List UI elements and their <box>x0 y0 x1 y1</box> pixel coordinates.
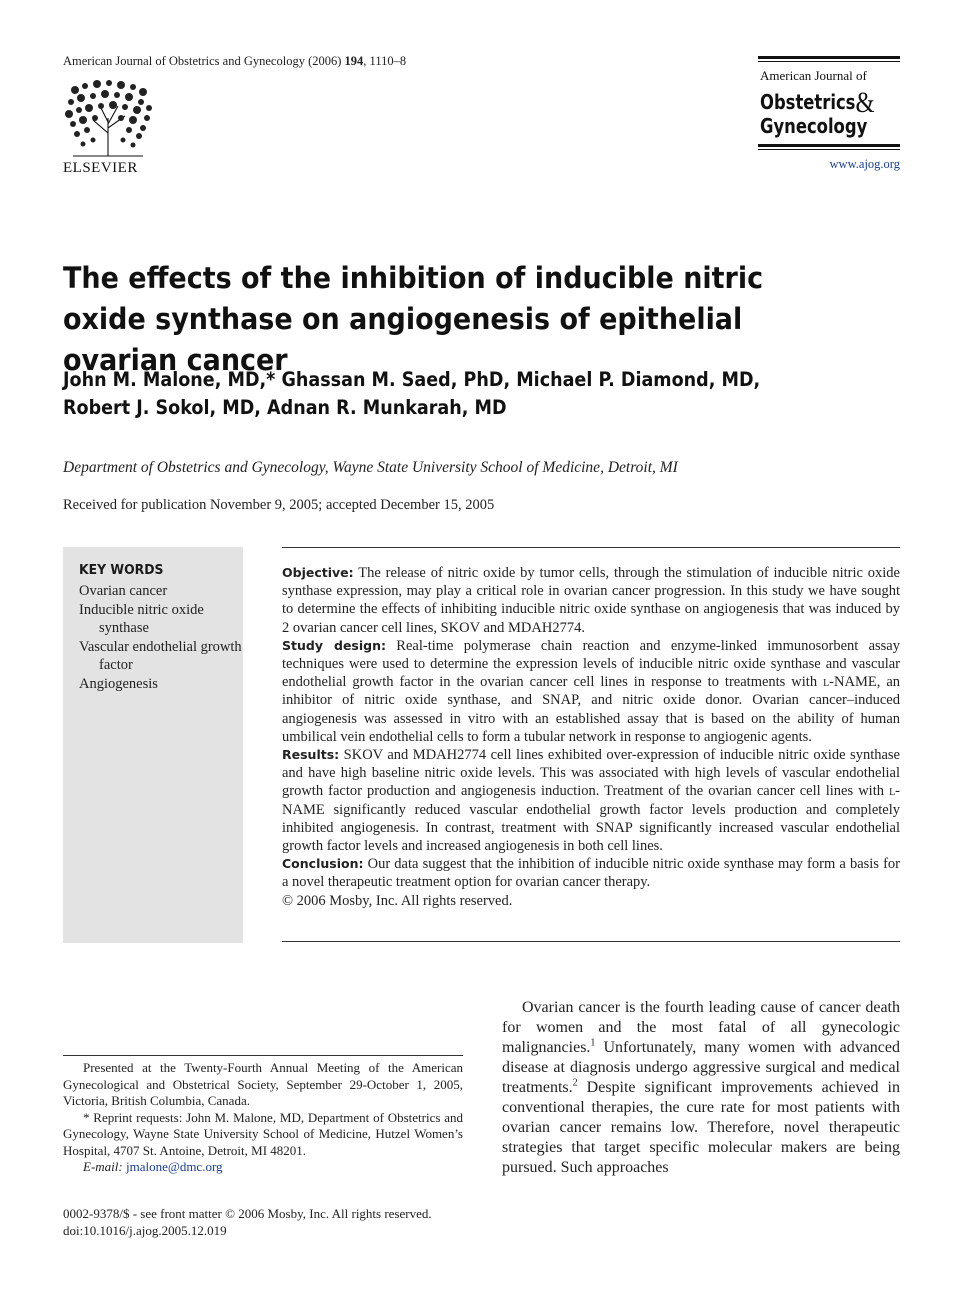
received-dates: Received for publication November 9, 2005; accepted December 15, 2005 <box>63 497 495 513</box>
footnote-email <box>63 1159 463 1176</box>
logo-rule-bottom <box>758 144 900 147</box>
objective-text: The release of nitric oxide by tumor cells, through the stimulation of inducible nitric oxide synthase expression, may play a critical role in ovarian cancer progression. In this study we have sought to determine the effects of inhibiting inducible nitric oxide synthase on angiogenesis that was induced by 2 ovarian cancer cell lines, SKOV and MDAH2774. <box>282 565 900 636</box>
body-text: Ovarian cancer is the fourth leading cause of cancer death for women and the most fatal of all gynecologic malignancies. <box>502 999 900 1056</box>
logo-rule-top-thin <box>758 61 900 62</box>
elsevier-tree-icon <box>63 78 153 158</box>
authors-line-2: Robert J. Sokol, MD, Adnan R. Munkarah, MD <box>63 396 507 419</box>
objective-label: Objective: <box>282 565 354 580</box>
keyword-item: Inducible nitric oxide synthase <box>79 601 204 636</box>
footnote-divider <box>63 1055 463 1056</box>
conclusion-text: Our data suggest that the inhibition of inducible nitric oxide synthase may form a basis for a novel therapeutic treatment option for ovarian cancer therapy. <box>282 856 900 891</box>
front-matter-info <box>63 1205 432 1239</box>
elsevier-logo[interactable] <box>63 78 155 177</box>
keyword-item: Vascular endothelial growth factor <box>79 638 242 673</box>
elsevier-wordmark: ELSEVIER <box>63 160 138 176</box>
study-design-text-1: Real-time polymerase chain reaction and enzyme-linked immunosorbent assay techniques were used to determine the expression levels of inducible nitric oxide synthase and vascular endothelial growth factor in the ovarian cancer cell lines in response to treatments with <box>282 637 900 691</box>
body-text: Unfortunately, many women with advanced disease at diagnosis undergo aggressive surgical and medical treatments. <box>502 1039 900 1096</box>
lname-term: l-NAME <box>823 674 877 691</box>
journal-citation <box>63 54 406 69</box>
footnote-reprint: * Reprint requests: John M. Malone, MD, Department of Obstetrics and Gynecology, Wayne State University School of Medicine, Hutzel Women’s Hospital, 4707 St. Antoine, Detroit, MI 48201. <box>63 1109 463 1158</box>
lname-term: l-NAME <box>282 783 901 818</box>
doi-line[interactable]: doi:10.1016/j.ajog.2005.12.019 <box>63 1223 227 1238</box>
body-paragraph <box>502 998 900 1178</box>
logo-rule-top <box>758 56 900 59</box>
study-design-text-2: , an inhibitor of nitric oxide synthase, and SNAP, and nitric oxide donor. Ovarian cancer–induced angiogenesis was assessed in vitro with an established assay that is based on the ability of human umbilical vein endothelial cells to form a tubular network in response to angiogenic agents. <box>282 674 901 745</box>
reference-1[interactable]: 1 <box>590 1037 596 1049</box>
logo-journal-name-line2: Gynecology <box>760 114 868 138</box>
abstract-copyright: © 2006 Mosby, Inc. All rights reserved. <box>282 892 513 909</box>
abstract-study-design <box>282 637 900 746</box>
results-text-2: significantly reduced vascular endothelial growth factor levels production and completely inhibited angiogenesis. In contrast, treatment with SNAP significantly increased vascular endothelial growth factor levels and increased angiogenesis in both cell lines. <box>282 801 900 855</box>
logo-ampersand: & <box>855 86 875 119</box>
article-title: The effects of the inhibition of inducible nitric oxide synthase on angiogenesis of epithelial ovarian cancer <box>63 261 764 377</box>
author-affiliation: Department of Obstetrics and Gynecology, Wayne State University School of Medicine, Detroit, MI <box>63 459 678 476</box>
footnotes <box>63 1060 463 1176</box>
abstract <box>282 547 900 942</box>
conclusion-label: Conclusion: <box>282 856 364 872</box>
results-text-1: SKOV and MDAH2774 cell lines exhibited over-expression of inducible nitric oxide synthase and have high baseline nitric oxide levels. This was associated with high levels of vascular endothelial growth factor production and angiogenesis induction. Treatment of the ovarian cancer cell lines with <box>282 747 900 800</box>
reference-2[interactable]: 2 <box>572 1077 578 1089</box>
authors-line-1: John M. Malone, MD,* Ghassan M. Saed, PhD, Michael P. Diamond, MD, <box>63 368 761 391</box>
abstract-results <box>282 746 900 855</box>
email-link[interactable]: jmalone@dmc.org <box>125 1159 223 1174</box>
issn-line: 0002-9378/$ - see front matter © 2006 Mosby, Inc. All rights reserved. <box>63 1206 432 1221</box>
citation-volume: 194 <box>344 54 364 68</box>
keywords-title: KEY WORDS <box>79 562 164 578</box>
keyword-item: Ovarian cancer <box>79 583 168 599</box>
citation-pages: , 1110–8 <box>363 54 407 68</box>
email-label: E-mail: <box>83 1159 123 1174</box>
keywords-box <box>63 547 243 943</box>
citation-journal: American Journal of Obstetrics and Gynecology (2006) <box>63 54 342 68</box>
footnote-presented: Presented at the Twenty-Fourth Annual Meeting of the American Gynecological and Obstetrical Society, September 29-October 1, 2005, Victoria, British Columbia, Canada. <box>63 1060 463 1108</box>
keyword-item: Angiogenesis <box>79 675 158 692</box>
body-text: Despite significant improvements achieved in conventional therapies, the cure rate for most patients with ovarian cancer remains low. Therefore, novel therapeutic strategies that target specific molecular makers are being pursued. Such approaches <box>502 1079 900 1176</box>
logo-rule-bottom-thin <box>758 149 900 150</box>
logo-obstetrics: Obstetrics <box>760 90 856 114</box>
abstract-conclusion <box>282 855 900 891</box>
study-design-label: Study design: <box>282 637 386 653</box>
article-authors <box>63 366 837 422</box>
results-label: Results: <box>282 747 340 763</box>
logo-journal-prefix: American Journal of <box>760 68 867 83</box>
ajog-journal-logo[interactable] <box>758 56 900 150</box>
journal-url-link[interactable]: www.ajog.org <box>829 157 900 171</box>
abstract-objective <box>282 564 900 637</box>
body-text-column <box>502 998 900 1178</box>
